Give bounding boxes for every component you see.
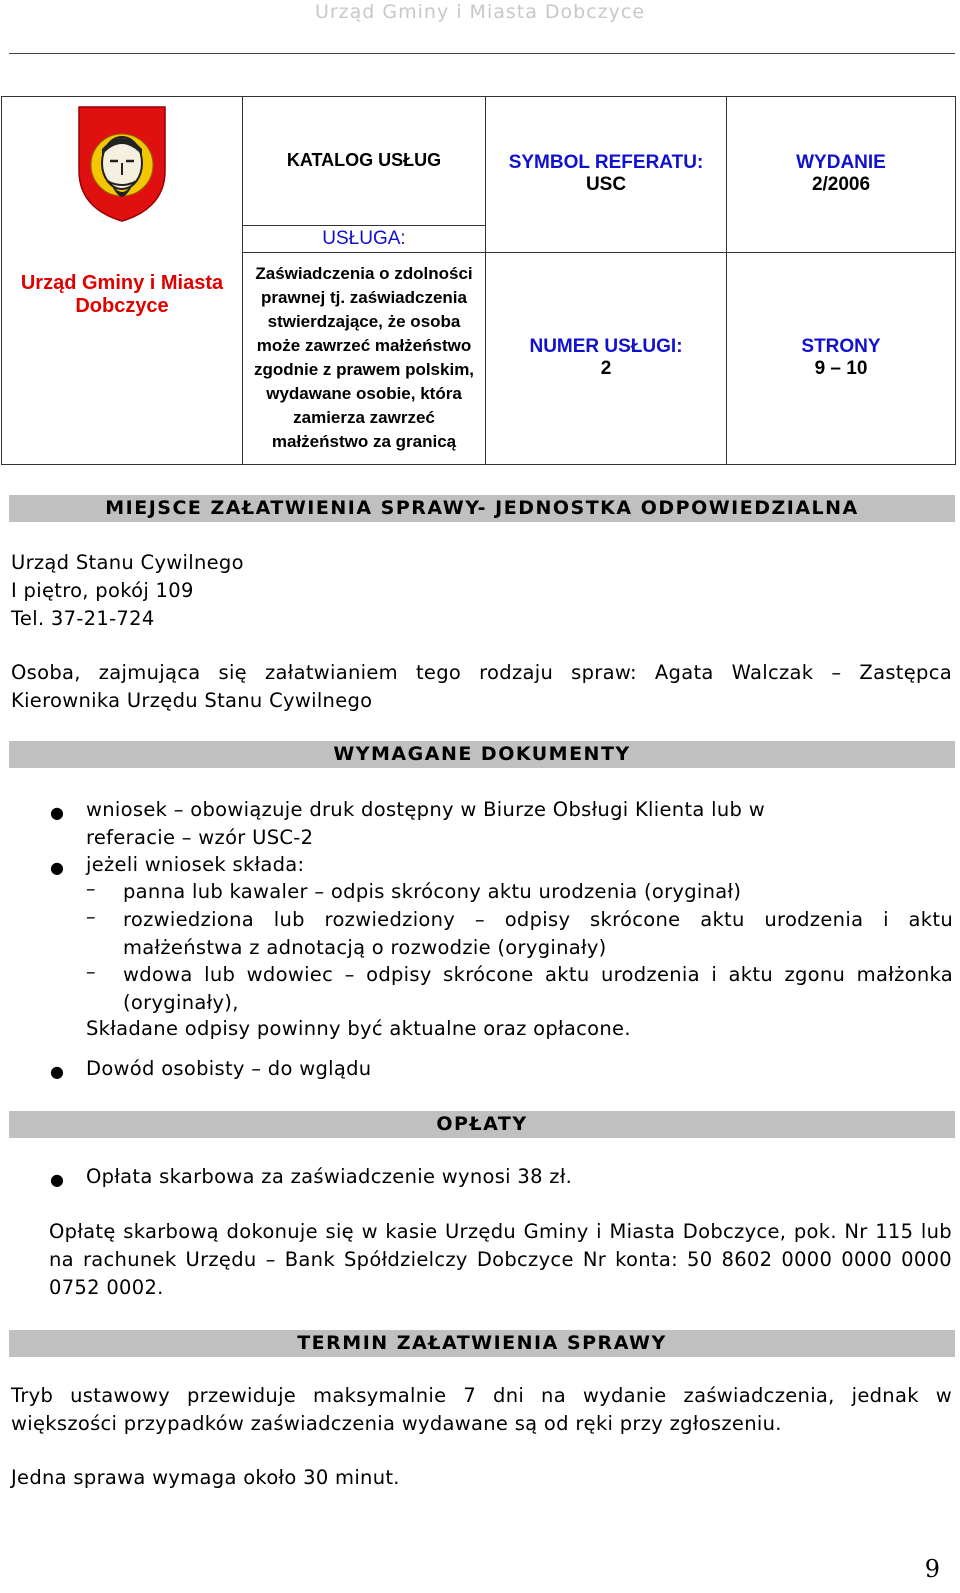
pages-label: STRONY <box>801 336 881 358</box>
dash-icon: – <box>86 906 96 928</box>
symbol-cell <box>486 97 727 253</box>
document-subitem-single: panna lub kawaler – odpis skrócony aktu urodzenia (oryginał) <box>123 880 742 903</box>
fee-item: Opłata skarbowa za zaświadczenie wynosi 38 zł. <box>86 1165 573 1188</box>
page-number: 9 <box>924 1555 940 1583</box>
service-label: USŁUGA: <box>322 227 406 249</box>
number-label: NUMER USŁUGI: <box>529 336 683 358</box>
org-cell <box>2 252 243 465</box>
bullet-icon: ● <box>50 803 64 822</box>
dash-icon: – <box>86 961 96 983</box>
service-label-cell <box>243 225 486 252</box>
running-header: Urząd Gminy i Miasta Dobczyce <box>314 1 646 23</box>
place-line-2: I piętro, pokój 109 <box>11 579 194 602</box>
section-heading-fees: OPŁATY <box>9 1111 955 1138</box>
document-item-id: Dowód osobisty – do wglądu <box>86 1057 372 1080</box>
edition-value: 2/2006 <box>811 174 871 196</box>
service-name-cell <box>243 252 486 465</box>
responsible-person: Osoba, zajmująca się załatwianiem tego rodzaju spraw: Agata Walczak – Zastępca Kierownika Urzędu Stanu Cywilnego <box>11 661 952 712</box>
catalog-label: KATALOG USŁUG <box>286 150 442 171</box>
bullet-icon: ● <box>50 858 64 877</box>
logo-spacer-cell <box>2 225 243 252</box>
document-item-application: wniosek – obowiązuje druk dostępny w Biurze Obsługi Klienta lub w referacie – wzór USC-2 <box>86 798 765 849</box>
catalog-cell <box>243 97 486 226</box>
section-heading-deadline: TERMIN ZAŁATWIENIA SPRAWY <box>9 1330 955 1357</box>
pages-value: 9 – 10 <box>814 358 868 380</box>
edition-label: WYDANIE <box>796 152 886 174</box>
number-cell <box>486 252 727 465</box>
logo-cell <box>2 97 243 226</box>
section-heading-place: MIEJSCE ZAŁATWIENIA SPRAWY- JEDNOSTKA ODPOWIEDZIALNA <box>9 495 955 522</box>
service-metadata-table <box>1 96 956 465</box>
dash-icon: – <box>86 878 96 900</box>
number-value: 2 <box>600 358 612 380</box>
section-heading-documents: WYMAGANE DOKUMENTY <box>9 741 955 768</box>
fee-payment-note: Opłatę skarbową dokonuje się w kasie Urzędu Gminy i Miasta Dobczyce, pok. Nr 115 lub na rachunek Urzędu – Bank Spółdzielczy Dobczyce Nr konta: 50 8602 0000 0000 0000 0752 0002. <box>49 1220 952 1299</box>
document-subitem-widowed: wdowa lub wdowiec – odpisy skrócone aktu urodzenia i aktu zgonu małżonka (oryginały), <box>123 963 953 1014</box>
symbol-label: SYMBOL REFERATU: <box>508 152 704 174</box>
service-name: Zaświadczenia o zdolności prawnej tj. zaświadczenia stwierdzające, że osoba może zawrzeć małżeństwo zgodnie z prawem polskim, wydawane osobie, która zamierza zawrzeć małżeństwo za granicą <box>253 264 475 452</box>
place-line-3: Tel. 37-21-724 <box>11 607 155 630</box>
bullet-icon: ● <box>50 1170 64 1189</box>
edition-cell <box>727 97 956 253</box>
coat-of-arms-icon <box>77 105 167 223</box>
place-line-1: Urząd Stanu Cywilnego <box>11 551 244 574</box>
symbol-value: USC <box>585 174 627 196</box>
deadline-text: Tryb ustawowy przewiduje maksymalnie 7 dni na wydanie zaświadczenia, jednak w większości przypadków zaświadczenia wydawane są od ręki przy zgłoszeniu. <box>11 1384 952 1435</box>
header-rule <box>9 53 955 54</box>
document-item-condition: jeżeli wniosek składa: <box>86 853 305 876</box>
deadline-duration: Jedna sprawa wymaga około 30 minut. <box>11 1466 400 1489</box>
bullet-icon: ● <box>50 1062 64 1081</box>
document-note: Składane odpisy powinny być aktualne oraz opłacone. <box>86 1017 631 1040</box>
pages-cell <box>727 252 956 465</box>
document-subitem-divorced: rozwiedziona lub rozwiedziony – odpisy skrócone aktu urodzenia i aktu małżeństwa z adnotacją o rozwodzie (oryginały) <box>123 908 953 959</box>
org-name: Urząd Gminy i Miasta Dobczyce <box>20 272 224 317</box>
